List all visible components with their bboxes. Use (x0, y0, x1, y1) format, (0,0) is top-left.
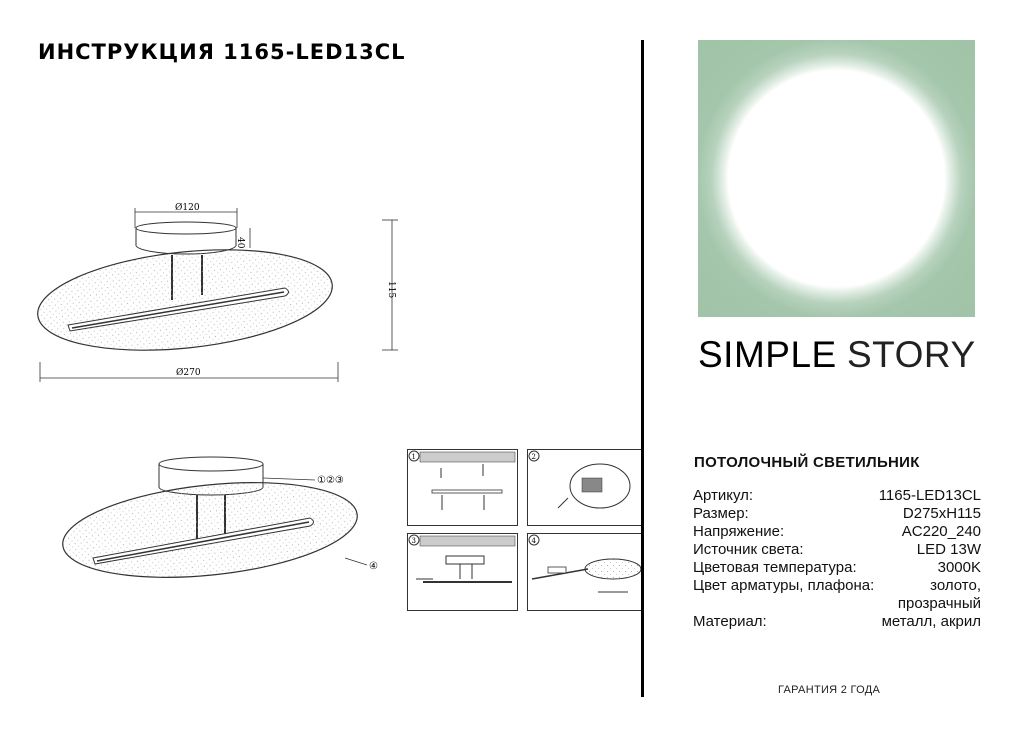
dim-total-height: 115 (386, 281, 396, 299)
part-label-disc: ④ (369, 561, 378, 572)
part-label-base: ①②③ (317, 475, 344, 486)
spec-row-article: Артикул: 1165-LED13CL (693, 487, 981, 504)
dim-base-diameter: Ø120 (175, 203, 200, 213)
svg-text:1: 1 (411, 453, 416, 461)
spec-row-material: Материал: металл, акрил (693, 613, 981, 630)
parts-drawing (55, 450, 395, 590)
step-4-panel (527, 533, 642, 611)
dimension-drawing (30, 200, 410, 390)
brand-word-story: STORY (847, 334, 976, 375)
warranty-note: ГАРАНТИЯ 2 ГОДА (778, 684, 881, 696)
brand-word-simple: SIMPLE (698, 334, 837, 375)
spec-row-fixture-color-cont: прозрачный (897, 595, 981, 612)
svg-text:4: 4 (531, 537, 536, 545)
product-type-heading: ПОТОЛОЧНЫЙ СВЕТИЛЬНИК (694, 454, 920, 471)
vertical-divider (641, 40, 644, 697)
dim-base-height: 40 (235, 237, 245, 249)
spec-row-voltage: Напряжение: AC220_240 (693, 523, 981, 540)
svg-text:3: 3 (411, 537, 416, 545)
step-1-panel (407, 449, 518, 526)
step-3-panel (407, 533, 518, 611)
spec-row-fixture-color: Цвет арматуры, плафона: золото, (693, 577, 981, 594)
spec-list (693, 487, 981, 631)
svg-text:2: 2 (531, 453, 536, 461)
spec-row-color-temp: Цветовая температура: 3000K (693, 559, 981, 576)
step-2-panel (527, 449, 642, 526)
page-title: ИНСТРУКЦИЯ 1165-LED13CL (38, 40, 406, 64)
spec-row-size: Размер: D275xH115 (693, 505, 981, 522)
brand-logo (698, 334, 976, 376)
product-hero-image (698, 40, 975, 317)
spec-row-light-source: Источник света: LED 13W (693, 541, 981, 558)
dim-diameter: Ø270 (176, 368, 201, 378)
